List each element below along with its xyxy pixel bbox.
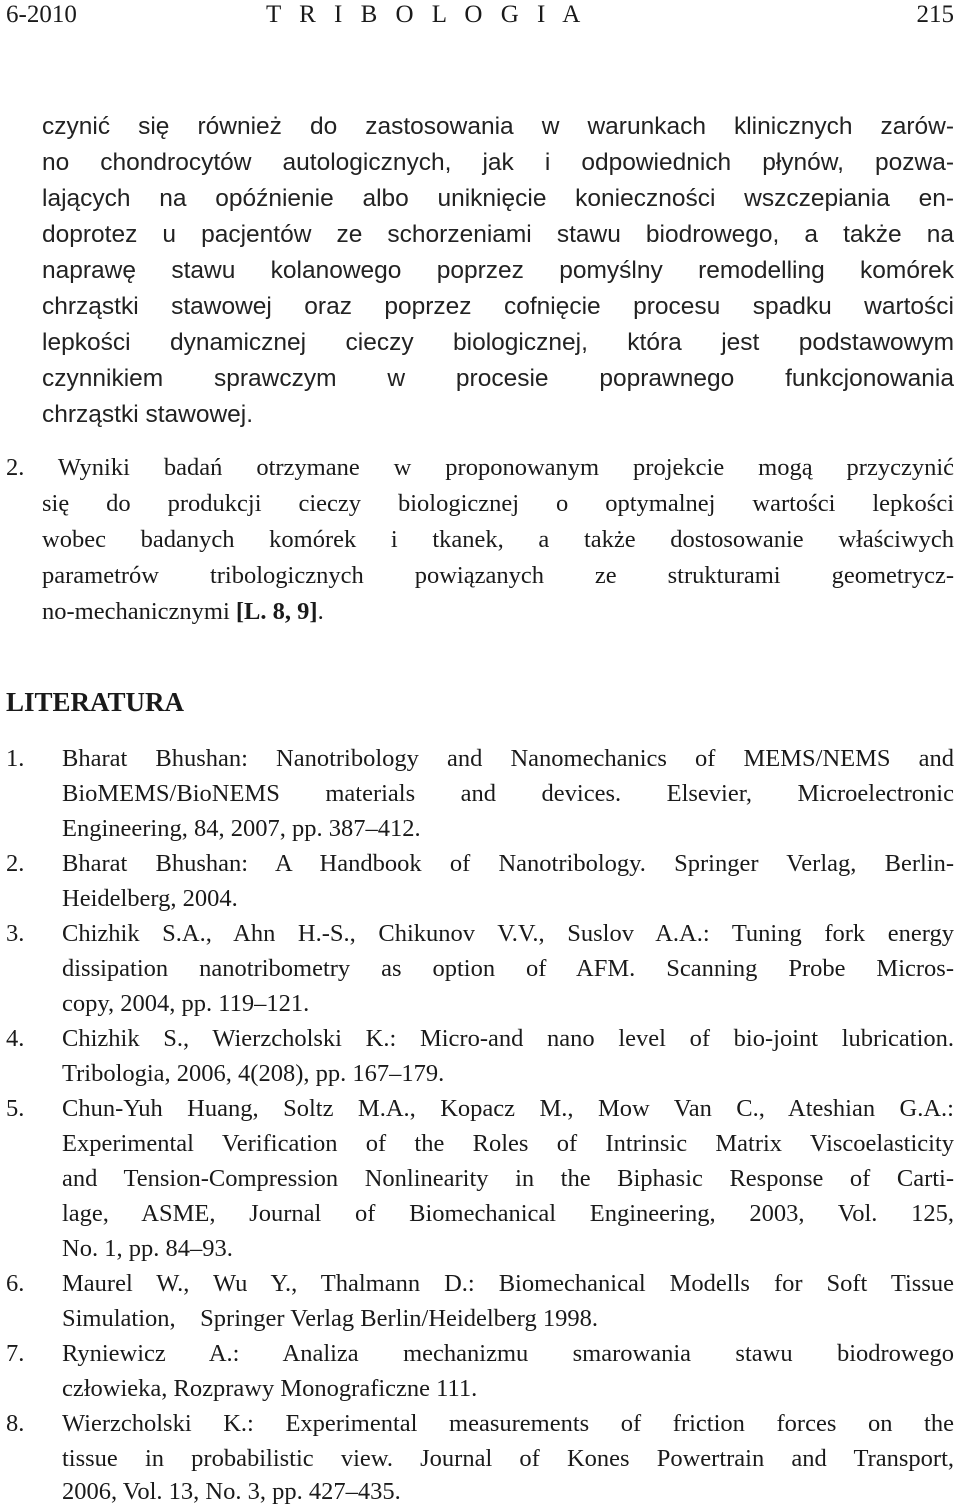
running-header: [6, 0, 954, 30]
reference-line: Chun-Yuh Huang, Soltz M.A., Kopacz M., Mow Van C., Ateshian G.A.:: [62, 1095, 954, 1122]
text-line: 2. Wyniki badań otrzymane w proponowanym projekcie mogą przyczynić: [6, 454, 954, 481]
reference-number: 7.: [6, 1340, 25, 1367]
text-line: wobec badanych komórek i tkanek, a także dostosowanie właściwych: [42, 526, 954, 553]
citation: [L. 8, 9]: [235, 598, 318, 625]
journal-name: T R I B O L O G I A: [266, 1, 587, 28]
reference-line: Heidelberg, 2004.: [62, 885, 238, 912]
text-line: doprotez u pacjentów ze schorzeniami stawu biodrowego, a także na: [42, 221, 954, 248]
reference-line: lage, ASME, Journal of Biomechanical Engineering, 2003, Vol. 125,: [62, 1200, 954, 1227]
text-line: czynnikiem sprawczym w procesie poprawnego funkcjonowania: [42, 365, 954, 392]
text-line: się do produkcji cieczy biologicznej o optymalnej wartości lepkości: [42, 490, 954, 517]
reference-line: Ryniewicz A.: Analiza mechanizmu smarowania stawu biodrowego: [62, 1340, 954, 1367]
reference-line: Bharat Bhushan: A Handbook of Nanotribology. Springer Verlag, Berlin-: [62, 850, 954, 877]
reference-line: Simulation, Springer Verlag Berlin/Heidelberg 1998.: [62, 1305, 598, 1332]
text-fragment: no-mechanicznymi: [42, 598, 236, 625]
text-line: no chondrocytów autologicznych, jak i odpowiednich płynów, pozwa-: [42, 149, 954, 176]
reference-line: 2006, Vol. 13, No. 3, pp. 427–435.: [62, 1478, 401, 1505]
page-number: 215: [916, 1, 954, 28]
reference-number: 4.: [6, 1025, 25, 1052]
reference-number: 2.: [6, 850, 25, 877]
reference-line: and Tension-Compression Nonlinearity in the Biphasic Response of Carti-: [62, 1165, 954, 1192]
reference-number: 5.: [6, 1095, 25, 1122]
reference-line: Chizhik S., Wierzcholski K.: Micro-and nano level of bio-joint lubrication.: [62, 1025, 954, 1052]
reference-line: No. 1, pp. 84–93.: [62, 1235, 233, 1262]
section-title: LITERATURA: [6, 687, 185, 717]
reference-line: BioMEMS/BioNEMS materials and devices. Elsevier, Microelectronic: [62, 780, 954, 807]
text-line: lających na opóźnienie albo uniknięcie konieczności wszczepiania en-: [42, 185, 954, 212]
reference-line: dissipation nanotribometry as option of AFM. Scanning Probe Micros-: [62, 955, 954, 982]
issue-number: 6-2010: [6, 1, 77, 28]
reference-number: 3.: [6, 920, 25, 947]
reference-number: 6.: [6, 1270, 25, 1297]
reference-line: tissue in probabilistic view. Journal of Kones Powertrain and Transport,: [62, 1445, 954, 1472]
reference-number: 8.: [6, 1410, 25, 1437]
reference-line: człowieka, Rozprawy Monograficzne 111.: [62, 1375, 478, 1402]
reference-line: copy, 2004, pp. 119–121.: [62, 990, 310, 1017]
text-fragment: .: [317, 598, 324, 625]
text-line: chrząstki stawowej.: [42, 401, 254, 428]
text-line: naprawę stawu kolanowego poprzez pomyślny remodelling komórek: [42, 257, 954, 284]
reference-line: Tribologia, 2006, 4(208), pp. 167–179.: [62, 1060, 445, 1087]
reference-line: Bharat Bhushan: Nanotribology and Nanomechanics of MEMS/NEMS and: [62, 745, 954, 772]
reference-line: Wierzcholski K.: Experimental measurements of friction forces on the: [62, 1410, 954, 1437]
text-line: parametrów tribologicznych powiązanych ze strukturami geometrycz-: [42, 562, 954, 589]
text-line: lepkości dynamicznej cieczy biologicznej, która jest podstawowym: [42, 329, 954, 356]
text-line: chrząstki stawowej oraz poprzez cofnięcie procesu spadku wartości: [42, 293, 954, 320]
reference-number: 1.: [6, 745, 25, 772]
text-line: czynić się również do zastosowania w warunkach klinicznych zarów-: [42, 113, 954, 140]
reference-line: Maurel W., Wu Y., Thalmann D.: Biomechanical Modells for Soft Tissue: [62, 1270, 954, 1297]
reference-line: Engineering, 84, 2007, pp. 387–412.: [62, 815, 421, 842]
reference-line: Experimental Verification of the Roles of Intrinsic Matrix Viscoelasticity: [62, 1130, 954, 1157]
text-line: [42, 598, 324, 626]
reference-line: Chizhik S.A., Ahn H.-S., Chikunov V.V., Suslov A.A.: Tuning fork energy: [62, 920, 954, 947]
